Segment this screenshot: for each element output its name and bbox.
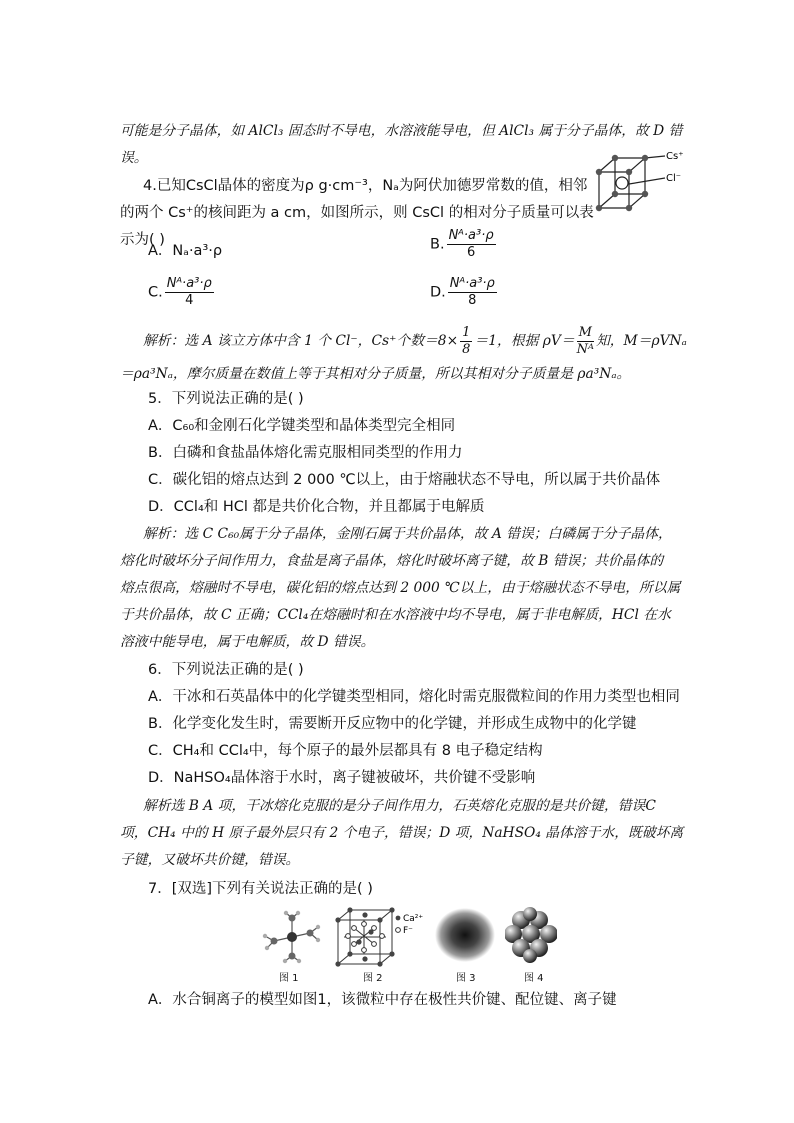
ca-ion-label: Ca²⁺ xyxy=(403,914,424,924)
figure-1-caption: 图 1 xyxy=(279,973,299,984)
question-5-stem: 5．下列说法正确的是( ) xyxy=(148,391,304,407)
figure-4-sphere-packing xyxy=(505,906,557,964)
option-b xyxy=(430,228,498,261)
option-fraction xyxy=(165,276,214,309)
figure-1-hydrated-copper-ion xyxy=(258,910,324,964)
explanation-line: 解析选 B A 项，干冰熔化克服的是分子间作用力，石英熔化克服的是共价键，错误C xyxy=(143,798,656,814)
figure-2-caption: 图 2 xyxy=(363,973,383,984)
fraction-numerator: M xyxy=(578,325,592,340)
explanation-fraction xyxy=(577,325,594,358)
option-b: B．白磷和食盐晶体熔化需克服相同类型的作用力 xyxy=(148,445,463,461)
explanation-line: 误。 xyxy=(120,150,148,166)
question-7-stem: 7．[双选]下列有关说法正确的是( ) xyxy=(148,881,373,897)
explanation-line: 项，CH₄ 中的 H 原子最外层只有 2 个电子，错误；D 项，NaHSO₄ 晶体溶于水，既破坏离 xyxy=(120,825,684,841)
explanation-line: 可能是分子晶体，如 AlCl₃ 固态时不导电，水溶液能导电，但 AlCl₃ 属于分子晶体，故 D 错 xyxy=(120,123,683,139)
option-a: A．Nₐ·a³·ρ xyxy=(148,243,223,259)
question-4-stem: 4.已知CsCl晶体的密度为ρ g·cm⁻³，Nₐ为阿伏加德罗常数的值，相邻 xyxy=(143,178,588,194)
figure-2-caf2-crystal xyxy=(334,906,430,968)
fraction-denominator: 8 xyxy=(468,293,477,308)
option-d: D．NaHSO₄晶体溶于水时，离子键被破坏，共价键不受影响 xyxy=(148,770,536,786)
option-label: B. xyxy=(430,236,445,253)
explanation-line xyxy=(143,325,687,358)
explanation-line: 子键，又破坏共价键，错误。 xyxy=(120,852,300,868)
option-d xyxy=(430,276,499,309)
explanation-text: 知，M＝ρVNₐ xyxy=(595,333,687,349)
explanation-line: 于共价晶体，故 C 正确；CCl₄在熔融时和在水溶液中均不导电，属于非电解质，HCl 在水 xyxy=(120,607,671,623)
option-label: D. xyxy=(430,284,446,301)
explanation-line: 熔化时破坏分子间作用力，食盐是离子晶体，熔化时破坏离子键，故 B 错误；共价晶体的 xyxy=(120,553,664,569)
f-ion-label: F⁻ xyxy=(403,926,413,936)
fraction-numerator: Nᴬ·a³·ρ xyxy=(449,276,495,291)
question-6-stem: 6．下列说法正确的是( ) xyxy=(148,662,304,678)
option-a: A．水合铜离子的模型如图1，该微粒中存在极性共价键、配位键、离子键 xyxy=(148,992,617,1008)
figure-3-caption: 图 3 xyxy=(456,973,476,984)
fraction-denominator: 6 xyxy=(466,245,476,260)
option-c: C．CH₄和 CCl₄中，每个原子的最外层都具有 8 电子稳定结构 xyxy=(148,743,543,759)
option-label: C. xyxy=(148,284,163,301)
option-c xyxy=(148,276,216,309)
option-a: A．干冰和石英晶体中的化学键类型相同，熔化时需克服微粒间的作用力类型也相同 xyxy=(148,689,680,705)
explanation-text: ＝1，根据 ρV＝ xyxy=(474,333,575,349)
fraction-denominator: 8 xyxy=(462,342,471,357)
fraction-numerator: Nᴬ·a³·ρ xyxy=(448,228,494,243)
figure-3-electron-cloud xyxy=(432,906,498,964)
fraction-denominator: Nᴬ xyxy=(576,342,594,357)
option-fraction xyxy=(448,276,497,309)
option-b: B．化学变化发生时，需要断开反应物中的化学键，并形成生成物中的化学键 xyxy=(148,716,637,732)
option-fraction xyxy=(447,228,496,261)
explanation-line: ＝ρa³Nₐ，摩尔质量在数值上等于其相对分子质量，所以其相对分子质量是 ρa³Nₐ。 xyxy=(120,366,631,382)
cscl-unit-cell-figure xyxy=(585,150,690,245)
question-4-stem: 示为( ) xyxy=(120,232,165,248)
explanation-line: 解析：选 C C₆₀属于分子晶体，金刚石属于共价晶体，故 A 错误；白磷属于分子晶体， xyxy=(143,526,672,542)
fraction-numerator: 1 xyxy=(462,325,471,340)
option-c: C．碳化铝的熔点达到 2 000 ℃以上，由于熔融状态不导电，所以属于共价晶体 xyxy=(148,472,661,488)
fraction-denominator: 4 xyxy=(185,293,194,308)
explanation-line: 熔点很高，熔融时不导电，碳化铝的熔点达到 2 000 ℃以上，由于熔融状态不导电，所以属 xyxy=(120,580,681,596)
figure-4-caption: 图 4 xyxy=(524,973,544,984)
option-a: A．C₆₀和金刚石化学键类型和晶体类型完全相同 xyxy=(148,418,456,434)
explanation-fraction xyxy=(460,325,472,358)
cl-ion-label: Cl⁻ xyxy=(666,173,682,184)
cs-ion-label: Cs⁺ xyxy=(666,151,684,162)
fraction-numerator: Nᴬ·a³·ρ xyxy=(166,276,212,291)
option-d: D．CCl₄和 HCl 都是共价化合物，并且都属于电解质 xyxy=(148,499,485,515)
explanation-line: 溶液中能导电，属于电解质，故 D 错误。 xyxy=(120,634,375,650)
question-4-stem: 的两个 Cs⁺的核间距为 a cm，如图所示，则 CsCl 的相对分子质量可以表 xyxy=(120,205,594,221)
explanation-text: 解析：选 A 该立方体中含 1 个 Cl⁻，Cs⁺个数＝8× xyxy=(143,333,459,349)
